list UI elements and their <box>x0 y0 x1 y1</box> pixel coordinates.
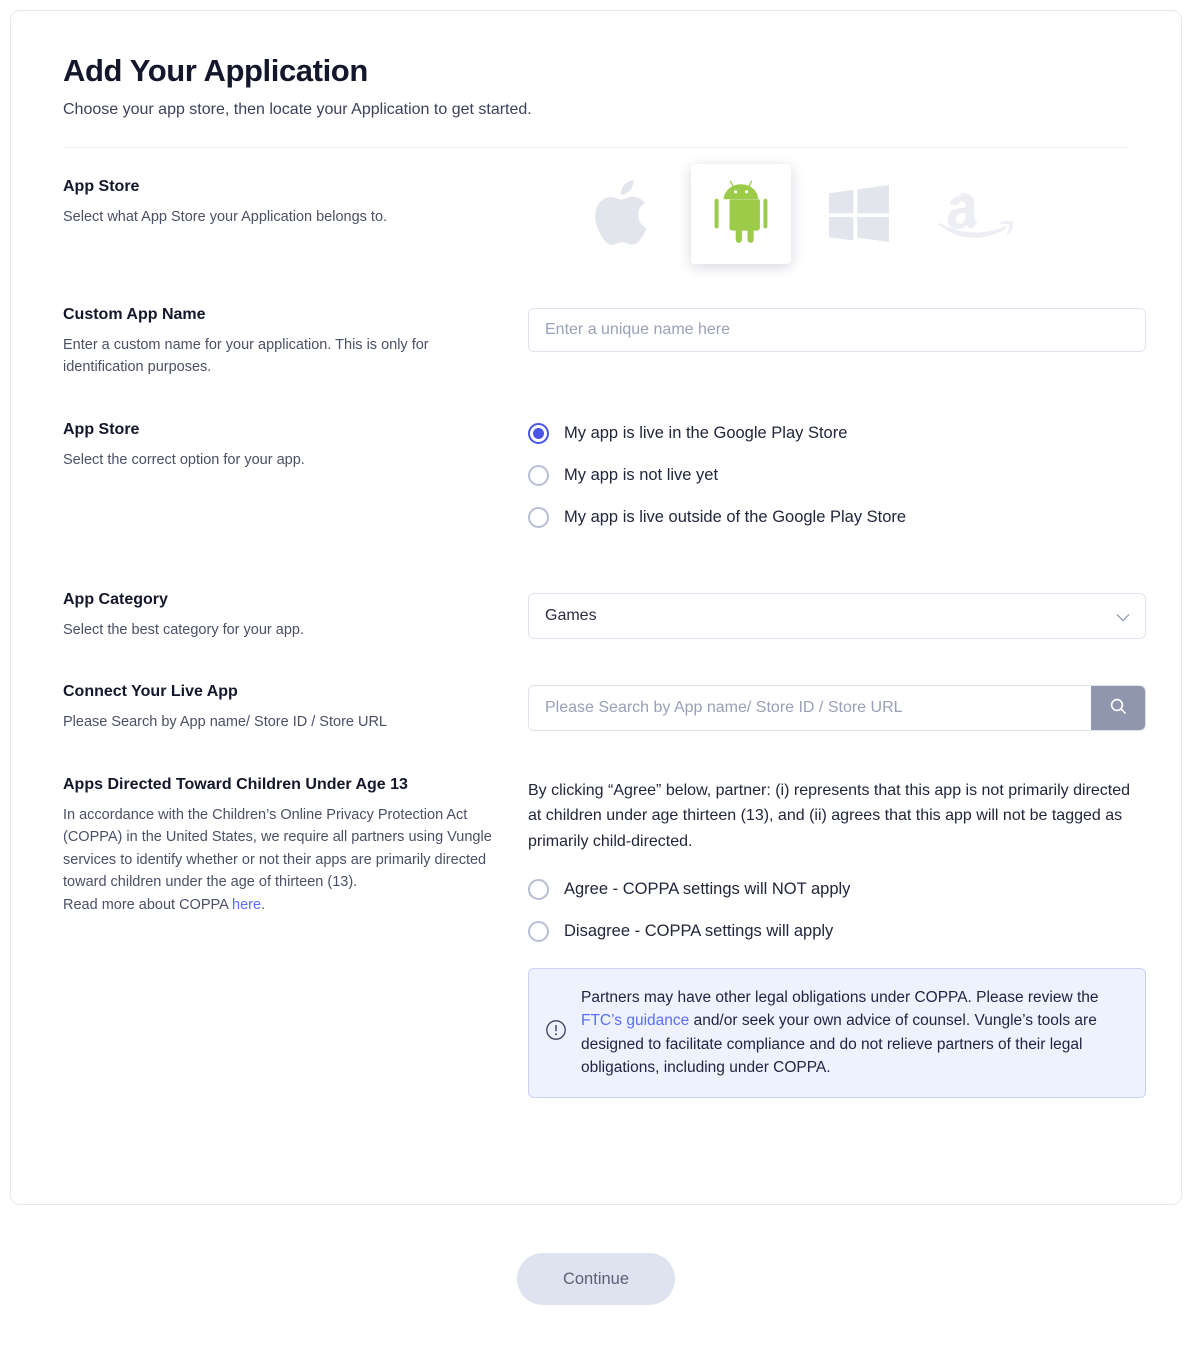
radio-icon <box>528 507 549 528</box>
coppa-notice-text-2: and/or seek your own advice of counsel. Vungle’s tools are designed to facilitate compliance and do not relieve partners of their legal obligations, including under COPPA. <box>581 1012 1097 1077</box>
store-status-option-label: My app is not live yet <box>564 465 719 484</box>
coppa-option-label: Agree - COPPA settings will NOT apply <box>564 879 851 898</box>
connect-live-app-row <box>63 683 1129 733</box>
android-icon <box>710 178 772 250</box>
store-option-apple[interactable] <box>573 164 673 264</box>
coppa-intro-text: By clicking “Agree” below, partner: (i) represents that this app is not primarily directed at children under age thirteen (13), and (ii) agrees that this app will not be tagged as primarily child-directed. <box>528 781 1131 851</box>
app-store-options <box>573 164 1129 264</box>
custom-app-name-input[interactable] <box>528 308 1146 352</box>
app-search-button[interactable] <box>1091 686 1145 730</box>
app-category-label: App Category <box>63 590 168 608</box>
radio-icon <box>528 879 549 900</box>
coppa-help-period: . <box>261 896 266 913</box>
add-application-card <box>10 10 1182 1205</box>
connect-live-app-label: Connect Your Live App <box>63 683 238 701</box>
app-category-row <box>63 591 1129 641</box>
coppa-notice-text-1: Partners may have other legal obligations under COPPA. Please review the <box>581 988 1099 1006</box>
info-icon <box>545 1019 567 1046</box>
app-store-picker-label: App Store <box>63 178 140 195</box>
custom-app-name-label: Custom App Name <box>63 306 206 323</box>
custom-app-name-row <box>63 306 1129 379</box>
coppa-option-disagree[interactable] <box>528 921 1146 942</box>
custom-app-name-help: Enter a custom name for your application. This is only for identification purposes. <box>63 337 429 376</box>
page-subtitle: Choose your app store, then locate your Application to get started. <box>63 101 532 118</box>
radio-icon <box>528 423 549 444</box>
coppa-notice <box>528 968 1146 1098</box>
page-title: Add Your Application <box>63 53 368 88</box>
app-category-selected-value: Games <box>545 606 597 624</box>
app-store-picker-help: Select what App Store your Application belongs to. <box>63 209 388 225</box>
header-divider <box>63 147 1129 148</box>
search-icon <box>1110 698 1127 718</box>
app-store-picker-row <box>63 178 1129 264</box>
coppa-option-label: Disagree - COPPA settings will apply <box>564 921 834 940</box>
store-status-option-live-google-play[interactable] <box>528 423 1129 444</box>
store-option-amazon[interactable] <box>927 164 1027 264</box>
coppa-option-agree[interactable] <box>528 879 1146 900</box>
radio-icon <box>528 465 549 486</box>
amazon-icon <box>939 186 1015 242</box>
store-status-option-label: My app is live outside of the Google Play Store <box>564 507 907 526</box>
coppa-label: Apps Directed Toward Children Under Age 13 <box>63 775 408 793</box>
coppa-read-more-text: Read more about COPPA <box>63 896 232 913</box>
coppa-help-text: In accordance with the Children’s Online Privacy Protection Act (COPPA) in the United States, we require all partners using Vungle services to identify whether or not their apps are primarily directed toward children under the age of thirteen (13). <box>63 806 492 891</box>
store-status-options <box>528 421 1129 549</box>
app-category-select[interactable] <box>528 593 1146 639</box>
store-status-label: App Store <box>63 420 140 438</box>
windows-icon <box>829 185 889 243</box>
coppa-here-link[interactable]: here <box>232 896 262 913</box>
store-option-google-play[interactable] <box>691 164 791 264</box>
app-search-input[interactable] <box>529 686 1091 730</box>
store-status-option-not-live[interactable] <box>528 465 1129 486</box>
store-status-help: Select the correct option for your app. <box>63 451 305 468</box>
apple-icon <box>594 179 652 249</box>
continue-button[interactable]: Continue <box>517 1253 675 1305</box>
store-status-option-live-outside[interactable] <box>528 507 1129 528</box>
app-store-picker-labels <box>63 178 528 228</box>
ftc-guidance-link[interactable]: FTC’s guidance <box>581 1012 690 1030</box>
store-option-windows[interactable] <box>809 164 909 264</box>
connect-live-app-help: Please Search by App name/ Store ID / Store URL <box>63 714 387 731</box>
app-search-group <box>528 685 1146 731</box>
store-status-option-label: My app is live in the Google Play Store <box>564 423 848 442</box>
coppa-row <box>63 776 1129 1098</box>
radio-icon <box>528 921 549 942</box>
store-status-row <box>63 421 1129 549</box>
app-category-help: Select the best category for your app. <box>63 621 304 638</box>
footer <box>10 1205 1182 1305</box>
